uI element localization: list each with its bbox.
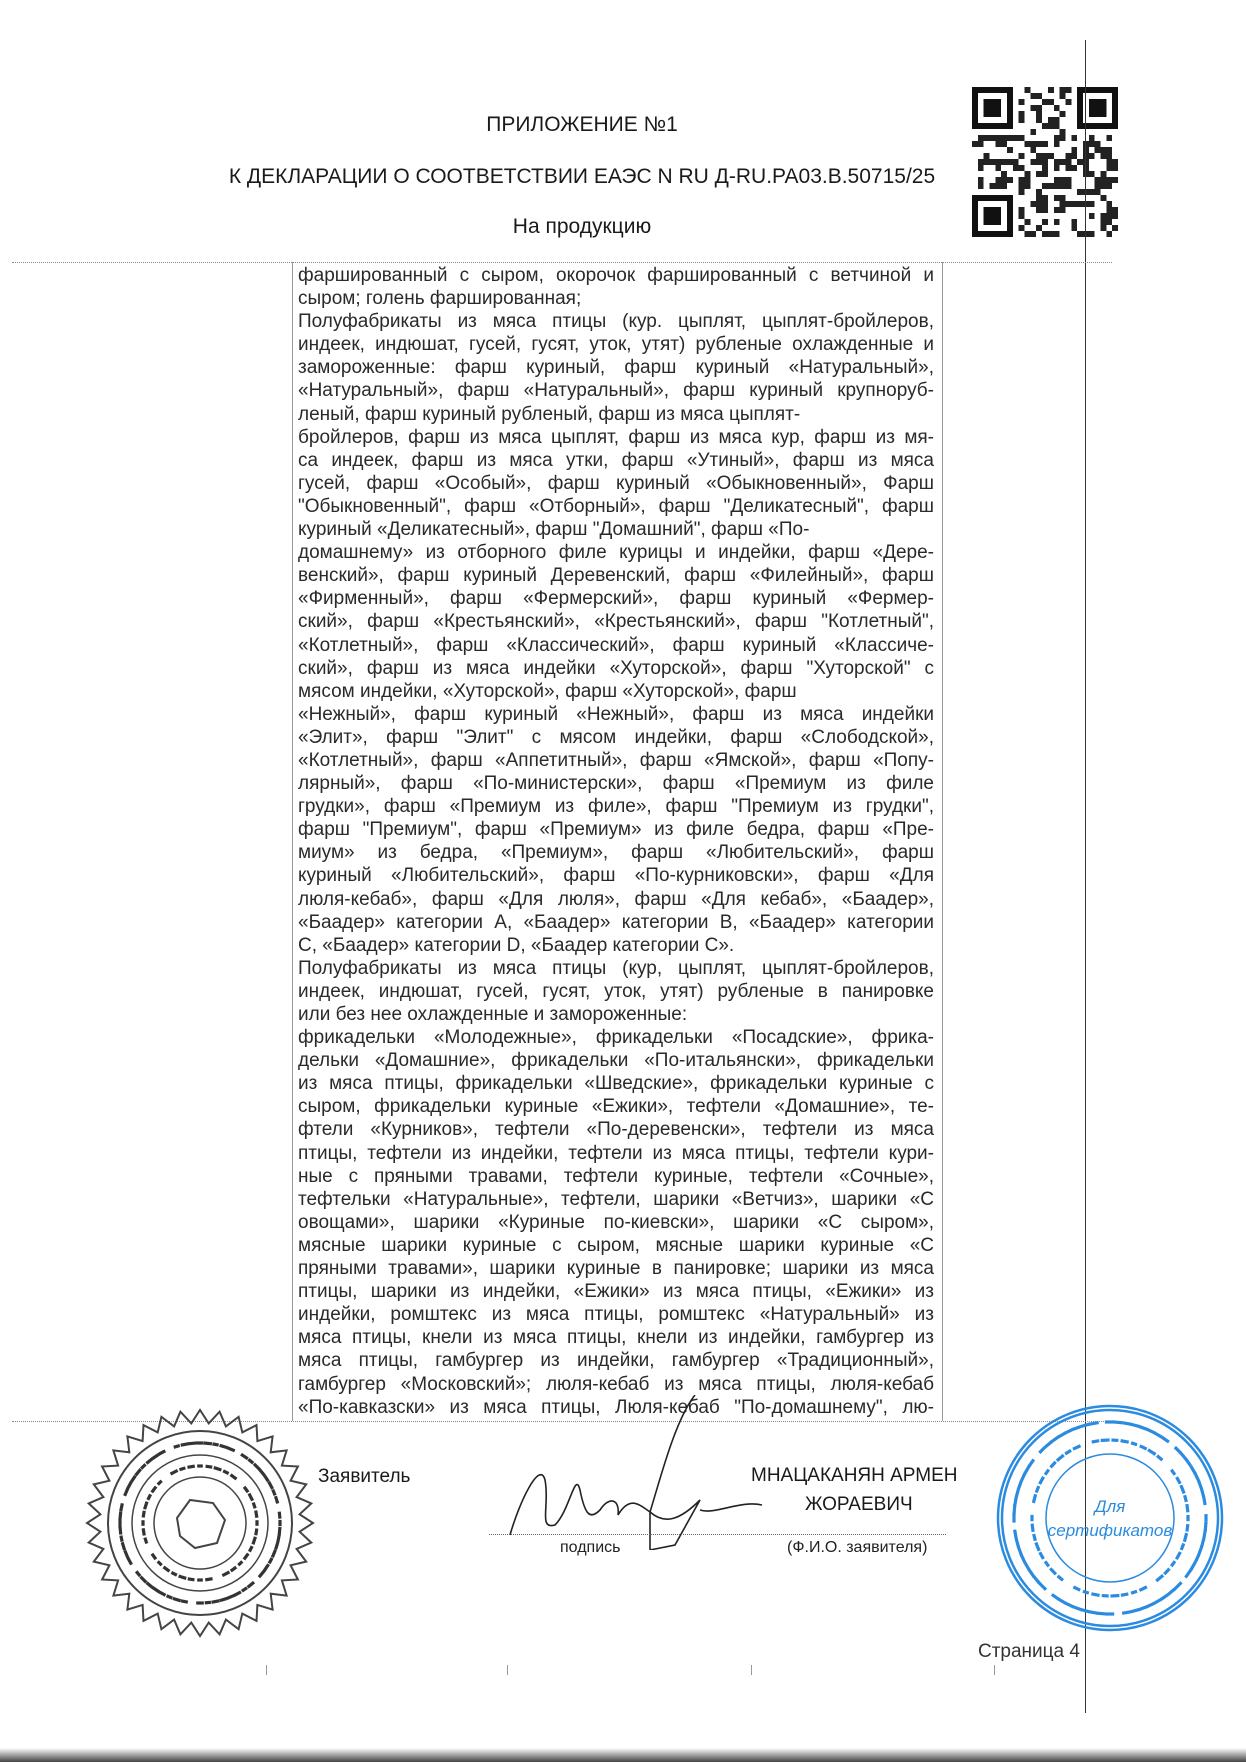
text-line-content: индеек, индюшат, гусей, гусят, уток, утят) рубленые охлажденные и — [298, 334, 934, 356]
page-number: Страница 4 — [978, 1641, 1080, 1662]
text-line — [298, 1234, 934, 1257]
text-line-content: Полуфабрикаты из мяса птицы (кур. цыплят, цыплят-бройлеров, — [298, 311, 934, 333]
text-line-content: «Элит», фарш "Элит" с мясом индейки, фарш «Слободской», — [298, 726, 934, 748]
text-line — [298, 518, 934, 541]
text-line — [298, 287, 934, 310]
company-seal-nizhny-novgorod — [992, 1400, 1228, 1636]
text-line-content: овощами», шарики «Куриные по-киевски», шарики «С сыром», — [298, 1211, 934, 1233]
scan-mark — [994, 1665, 995, 1675]
text-line-content: «Нежный», фарш куриный «Нежный», фарш из мяса индейки — [298, 703, 934, 725]
text-line — [298, 1326, 934, 1349]
text-line — [298, 1303, 934, 1326]
scan-mark — [507, 1665, 508, 1675]
text-line-content: или без нее охлажденные и замороженные: — [298, 1004, 688, 1025]
text-line-content: тефтельки «Натуральные», тефтели, шарики «Ветчиз», шарики «С — [298, 1188, 934, 1210]
applicant-name-line1: МНАЦАКАНЯН АРМЕН — [751, 1465, 958, 1486]
text-line-content: мяса птицы, гамбургер из индейки, гамбургер «Традиционный», — [298, 1350, 934, 1372]
scan-mark — [266, 1665, 267, 1675]
text-line — [298, 333, 934, 356]
text-line-content: фтели «Курников», тефтели «По-деревенски», тефтели из мяса — [298, 1119, 934, 1141]
text-line-content: куриный «Деликатесный», фарш "Домашний", фарш «По- — [298, 519, 810, 541]
text-line-content: «По-кавказски» из мяса птицы, Люля-кебаб "По-домашнему", лю- — [298, 1396, 934, 1418]
text-line — [298, 1049, 934, 1072]
text-line — [298, 957, 934, 980]
declaration-reference-text: К ДЕКЛАРАЦИИ О СООТВЕТСТВИИ ЕАЭС N RU Д-RU.PA03.B.50715/25 — [228, 165, 936, 188]
text-line — [298, 541, 934, 564]
text-line — [298, 1003, 934, 1026]
handwritten-signature — [500, 1395, 765, 1550]
text-line-content: люля-кебаб», фарш «Для люля», фарш «Для кебаб», «Баадер», — [298, 888, 934, 910]
text-line-content: замороженные: фарш куриный, фарш куриный «Натуральный», — [298, 357, 934, 379]
text-line — [298, 749, 934, 772]
seal-center-text-1: Для — [1094, 1497, 1126, 1516]
text-line — [298, 449, 934, 472]
text-line — [298, 1373, 934, 1396]
text-line-content: фарш "Премиум", фарш «Премиум» из филе бедра, фарш «Пре- — [298, 819, 934, 841]
text-line — [298, 1211, 934, 1234]
scan-edge — [0, 1748, 1246, 1762]
text-line — [298, 818, 934, 841]
text-line — [298, 911, 934, 934]
text-line — [298, 1165, 934, 1188]
text-line-content: мясом индейки, «Хуторской», фарш «Хуторской», фарш — [298, 680, 797, 702]
text-line — [298, 379, 934, 402]
text-line — [298, 310, 934, 333]
text-line — [298, 703, 934, 726]
text-line-content: фрикадельки «Молодежные», фрикадельки «Посадские», фрика- — [298, 1027, 934, 1049]
text-line-content: Полуфабрикаты из мяса птицы (кур, цыплят, цыплят-бройлеров, — [298, 957, 934, 979]
text-line-content: «Натуральный», фарш «Натуральный», фарш куриный крупноруб- — [298, 380, 934, 402]
text-line — [298, 795, 934, 818]
text-line — [298, 1026, 934, 1049]
text-line — [298, 403, 934, 426]
text-line — [298, 634, 934, 657]
scan-mark — [751, 1665, 752, 1675]
text-line — [298, 610, 934, 633]
text-line-content: индеек, индюшат, гусей, гусят, уток, утят) рубленые в панировке — [298, 980, 934, 1002]
text-line-content: «Котлетный», фарш «Классический», фарш куриный «Классиче- — [298, 634, 934, 656]
seal-center-text-2: сертификатов — [1047, 1521, 1173, 1540]
text-line-content: ский», фарш из мяса индейки «Хуторской», фарш "Хуторской" с — [298, 657, 934, 679]
text-line-content: грудки», фарш «Премиум из филе», фарш "Премиум из грудки", — [298, 796, 934, 818]
text-line-content: ский», фарш «Крестьянский», «Крестьянский», фарш "Котлетный", — [298, 611, 934, 633]
text-line — [298, 841, 934, 864]
applicant-name-line2: ЖОРАЕВИЧ — [805, 1494, 913, 1515]
text-line — [298, 356, 934, 379]
text-line-content: дельки «Домашние», фрикадельки «По-итальянски», фрикадельки — [298, 1050, 934, 1072]
text-line-content: мяса птицы, кнели из мяса птицы, кнели из индейки, гамбургер из — [298, 1327, 934, 1349]
text-line-content: леный, фарш куриный рубленый, фарш из мяса цыплят- — [298, 403, 801, 425]
text-line — [298, 472, 934, 495]
text-line-content: домашнему» из отборного филе курицы и индейки, фарш «Дере- — [298, 542, 934, 564]
section-heading-text: На продукцию — [512, 215, 652, 238]
text-line-content: сыром; голень фаршированная; — [298, 288, 582, 310]
text-line-content: бройлеров, фарш из мяса цыплят, фарш из мяса кур, фарш из мя- — [298, 426, 934, 448]
table-border-top — [12, 262, 1112, 263]
table-column-border-left — [292, 262, 293, 1421]
text-line-content: сыром, фрикадельки куриные «Ежики», тефтели «Домашние», те- — [298, 1096, 934, 1118]
text-line-content: миум» из бедра, «Премиум», фарш «Любительский», фарш — [298, 842, 934, 864]
text-line-content: лярный», фарш «По-министерски», фарш «Премиум из филе — [298, 773, 934, 795]
text-line-content: гамбургер «Московский»; люля-кебаб из мяса птицы, люля-кебаб — [298, 1373, 934, 1395]
text-line-content: "Обыкновенный", фарш «Отборный», фарш "Деликатесный", фарш — [298, 495, 934, 517]
table-column-border-right — [942, 262, 943, 1421]
text-line-content: фаршированный с сыром, окорочок фаршированный с ветчиной и — [298, 265, 934, 286]
text-line-content: птицы, шарики из индейки, «Ежики» из мяса птицы, «Ежики» из — [298, 1281, 934, 1303]
text-line — [298, 934, 934, 957]
text-line-content: гусей, фарш «Особый», фарш куриный «Обыкновенный», Фарш — [298, 472, 934, 494]
product-list-text — [298, 264, 934, 1419]
text-line — [298, 772, 934, 795]
text-line — [298, 564, 934, 587]
text-line-content: птицы, тефтели из индейки, тефтели из мяса птицы, тефтели кури- — [298, 1142, 934, 1164]
text-line — [298, 726, 934, 749]
text-line-content: венский», фарш куриный Деревенский, фарш «Филейный», фарш — [298, 565, 934, 587]
text-line — [298, 1118, 934, 1141]
qr-code — [972, 87, 1118, 237]
text-line-content: С, «Баадер» категории D, «Баадер категории С». — [298, 934, 735, 956]
text-line — [298, 680, 934, 703]
text-line-content: ные с пряными травами, тефтели куриные, тефтели «Сочные», — [298, 1165, 934, 1187]
text-line — [298, 888, 934, 911]
text-line — [298, 1257, 934, 1280]
text-line — [298, 1280, 934, 1303]
text-line — [298, 264, 934, 287]
text-line-content: индейки, ромштекс из мяса птицы, ромштекс «Натуральный» из — [298, 1304, 934, 1326]
text-line — [298, 1095, 934, 1118]
text-line-content: «Баадер» категории А, «Баадер» категории В, «Баадер» категории — [298, 911, 934, 933]
text-line — [298, 1349, 934, 1372]
text-line-content: «Фирменный», фарш «Фермерский», фарш куриный «Фермер- — [298, 588, 934, 610]
text-line-content: пряными травами», шарики куриные в панировке; шарики из мяса — [298, 1258, 934, 1280]
text-line — [298, 657, 934, 680]
fio-caption: (Ф.И.О. заявителя) — [787, 1539, 928, 1556]
company-seal-saratov — [85, 1408, 315, 1638]
text-line — [298, 1188, 934, 1211]
text-line-content: са индеек, фарш из мяса утки, фарш «Утиный», фарш из мяса — [298, 449, 934, 471]
text-line — [298, 864, 934, 887]
document-title-text: ПРИЛОЖЕНИЕ №1 — [486, 113, 678, 136]
text-line — [298, 1142, 934, 1165]
text-line — [298, 495, 934, 518]
text-line — [298, 426, 934, 449]
text-line-content: из мяса птицы, фрикадельки «Шведские», фрикадельки куриные с — [298, 1073, 934, 1095]
text-line — [298, 587, 934, 610]
text-line — [298, 1072, 934, 1095]
text-line-content: куриный «Любительский», фарш «По-курниковски», фарш «Для — [298, 865, 934, 887]
text-line — [298, 980, 934, 1003]
signature-caption: подпись — [560, 1539, 621, 1556]
text-line-content: мясные шарики куриные с сыром, мясные шарики куриные «С — [298, 1234, 934, 1256]
applicant-label: Заявитель — [318, 1466, 411, 1487]
text-line-content: «Котлетный», фарш «Аппетитный», фарш «Ямской», фарш «Попу- — [298, 749, 934, 771]
signature-line — [489, 1534, 946, 1535]
